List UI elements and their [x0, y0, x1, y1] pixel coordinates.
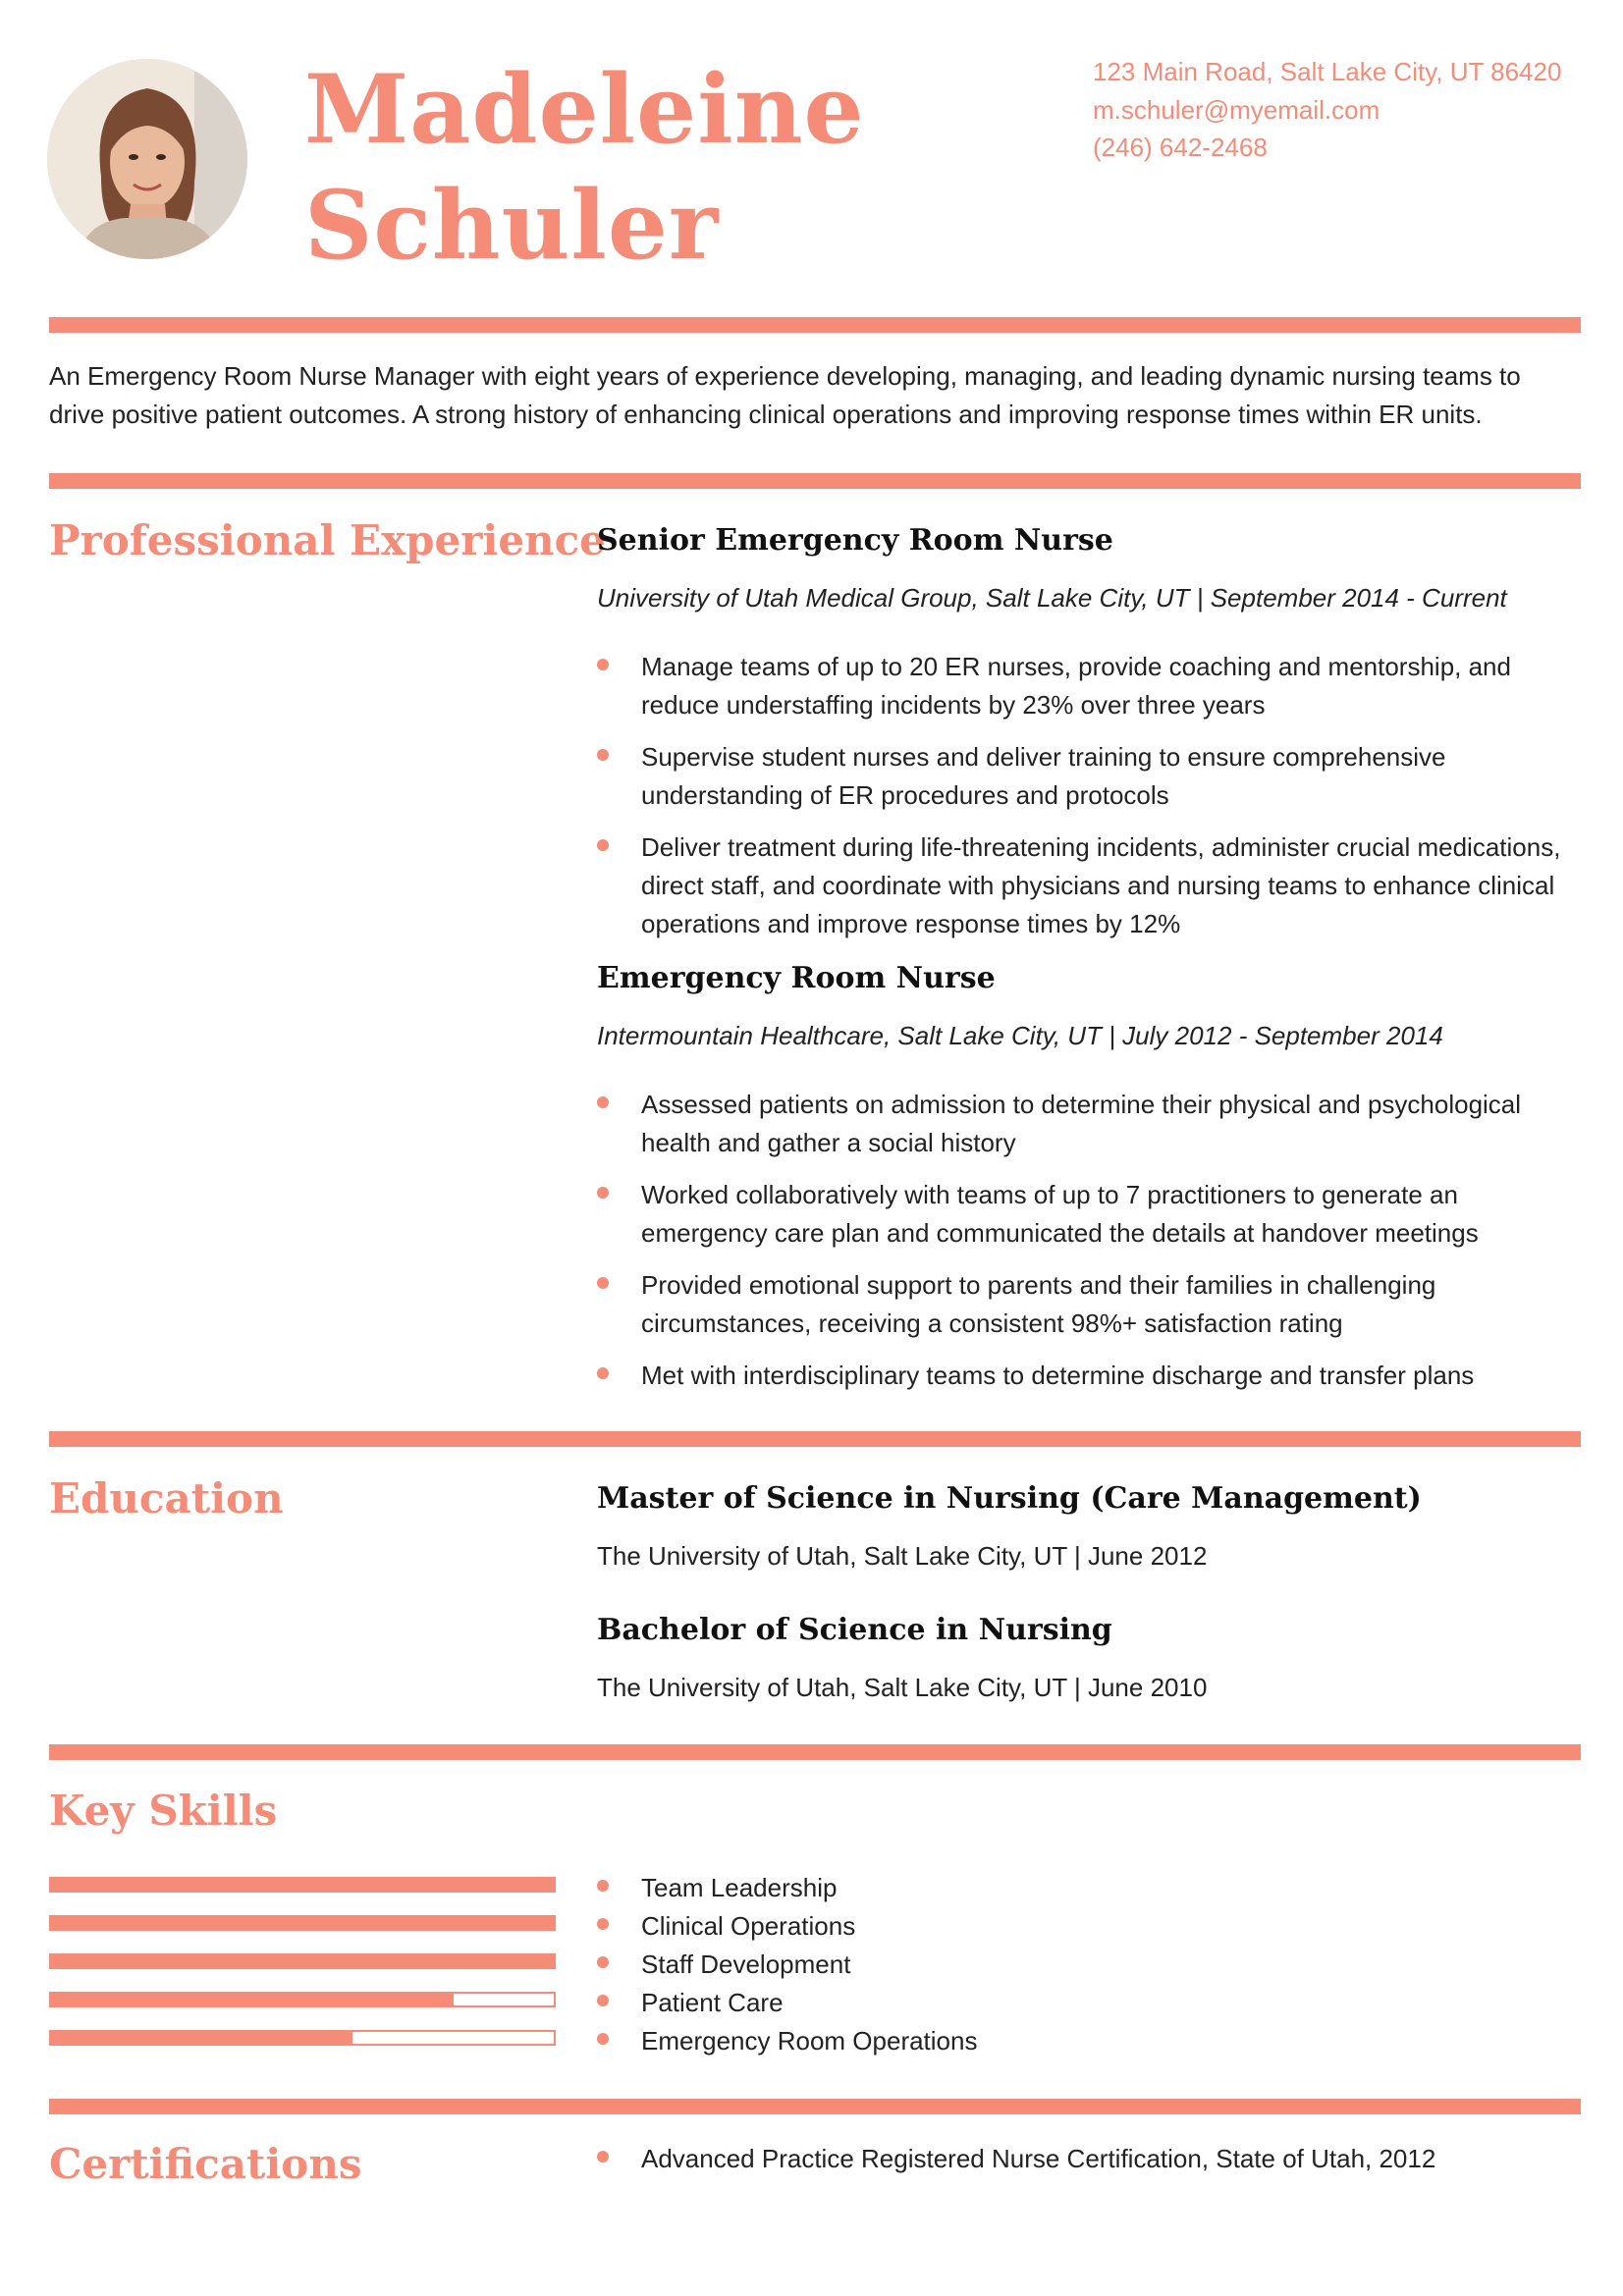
list-item [597, 648, 1579, 724]
bullet-icon [597, 839, 609, 851]
degree-meta: The University of Utah, Salt Lake City, UT | June 2012 [597, 1541, 1208, 1571]
list-item [597, 1266, 1579, 1343]
bullet-text: Deliver treatment during life-threatening incidents, administer crucial medications, direct staff, and coordinate with physicians and nursing teams to enhance clinical operations and improve response times by 12% [641, 832, 1561, 938]
bullet-icon [597, 1277, 609, 1289]
divider [49, 317, 1581, 333]
section-title-certifications: Certifications [49, 2140, 362, 2188]
bullet-icon [597, 749, 609, 761]
bullet-icon [597, 2033, 609, 2045]
skill-bar [49, 1953, 556, 1969]
divider [49, 1431, 1581, 1447]
section-title-experience: Professional Experience [49, 516, 606, 564]
bullet-icon [597, 1880, 609, 1892]
contact-email[interactable]: m.schuler@myemail.com [1093, 95, 1380, 125]
portrait-image [47, 59, 247, 259]
summary-text: An Emergency Room Nurse Manager with eight years of experience developing, managing, and leading dynamic nursing teams to drive positive patient outcomes. A strong history of enhancing clinical operations and improving response times within ER units. [49, 361, 1521, 429]
contact-address: 123 Main Road, Salt Lake City, UT 86420 [1093, 57, 1562, 86]
skill-bar-fill [51, 1955, 554, 1967]
list-item [597, 738, 1579, 815]
skill-name: Staff Development [641, 1949, 851, 1979]
skill-bar [49, 1915, 556, 1931]
list-item [597, 1176, 1579, 1253]
name-first: Madeleine [304, 54, 865, 165]
divider [49, 2099, 1581, 2114]
certification-text: Advanced Practice Registered Nurse Certification, State of Utah, 2012 [641, 2144, 1436, 2173]
bullet-text: Met with interdisciplinary teams to determine discharge and transfer plans [641, 1361, 1475, 1390]
job-meta: University of Utah Medical Group, Salt Lake City, UT | September 2014 - Current [597, 583, 1507, 613]
bullet-icon [597, 1096, 609, 1108]
bullet-icon [597, 1187, 609, 1199]
divider [49, 473, 1581, 489]
list-item [597, 1869, 1579, 1907]
skill-bar-fill [51, 2032, 352, 2044]
list-item [597, 1357, 1579, 1395]
job-title: Emergency Room Nurse [597, 961, 996, 995]
bullet-icon [597, 1956, 609, 1968]
skill-name: Clinical Operations [641, 1911, 856, 1941]
bullet-text: Manage teams of up to 20 ER nurses, provide coaching and mentorship, and reduce understaffing incidents by 23% over three years [641, 652, 1511, 720]
job-meta: Intermountain Healthcare, Salt Lake City, UT | July 2012 - September 2014 [597, 1021, 1443, 1050]
bullet-text: Supervise student nurses and deliver training to ensure comprehensive understanding of ER procedures and protocols [641, 742, 1446, 810]
skill-bar-fill [51, 1917, 554, 1929]
skill-name: Emergency Room Operations [641, 2026, 978, 2056]
bullet-icon [597, 1918, 609, 1930]
list-item [597, 1984, 1579, 2022]
skill-bar-fill [51, 1879, 554, 1891]
bullet-text: Assessed patients on admission to determine their physical and psychological health and gather a social history [641, 1090, 1522, 1157]
bullet-icon [597, 1995, 609, 2006]
profile-photo [47, 59, 247, 259]
list-item [597, 2022, 1579, 2060]
section-title-education: Education [49, 1474, 284, 1522]
list-item [597, 1086, 1579, 1162]
contact-phone[interactable]: (246) 642-2468 [1093, 133, 1268, 162]
bullet-icon [597, 659, 609, 670]
section-title-skills: Key Skills [49, 1787, 278, 1835]
bullet-icon [597, 2151, 609, 2163]
degree-meta: The University of Utah, Salt Lake City, UT | June 2010 [597, 1673, 1208, 1702]
skill-name: Team Leadership [641, 1873, 838, 1902]
degree-title: Bachelor of Science in Nursing [597, 1613, 1112, 1647]
divider [49, 1744, 1581, 1760]
bullet-text: Worked collaboratively with teams of up to 7 practitioners to generate an emergency care plan and communicated the details at handover meetings [641, 1180, 1479, 1248]
skill-bar [49, 1992, 556, 2007]
skill-bar [49, 2030, 556, 2046]
list-item [597, 2140, 1579, 2178]
bullet-icon [597, 1367, 609, 1379]
list-item [597, 828, 1579, 943]
name-last: Schuler [304, 170, 720, 281]
job-title: Senior Emergency Room Nurse [597, 523, 1113, 558]
list-item [597, 1946, 1579, 1984]
skill-bar-fill [51, 1994, 454, 2005]
list-item [597, 1907, 1579, 1946]
bullet-text: Provided emotional support to parents and their families in challenging circumstances, receiving a consistent 98%+ satisfaction rating [641, 1270, 1436, 1338]
degree-title: Master of Science in Nursing (Care Management) [597, 1481, 1422, 1516]
skill-name: Patient Care [641, 1988, 784, 2017]
skill-bar [49, 1877, 556, 1893]
